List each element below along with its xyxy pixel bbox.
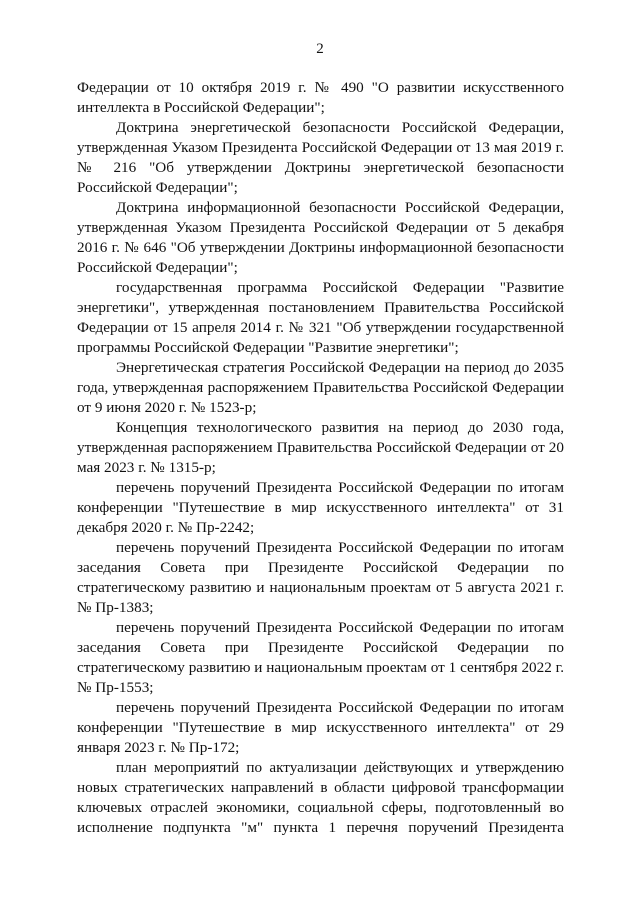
paragraph: государственная программа Российской Федерации "Развитие энергетики", утвержденная постановлением Правительства Российской Федерации от 15 апреля 2014 г. № 321 "Об утверждении государственной программы Российской Федерации "Развитие энергетики"; [77, 279, 564, 356]
paragraph: Доктрина энергетической безопасности Российской Федерации, утвержденная Указом Президента Российской Федерации от 13 мая 2019 г. № 216 "Об утверждении Доктрины энергетической безопасности Российской Федерации"; [77, 119, 564, 196]
paragraph: план мероприятий по актуализации действующих и утверждению новых стратегических направлений в области цифровой трансформации ключевых отраслей экономики, социальной сферы, подготовленный во исполнение подпункта "м" пункта 1 перечня поручений Президента [77, 759, 564, 836]
paragraph: перечень поручений Президента Российской Федерации по итогам конференции "Путешествие в мир искусственного интеллекта" от 29 января 2023 г. № Пр-172; [77, 699, 564, 756]
document-body [77, 78, 564, 838]
paragraph: Федерации от 10 октября 2019 г. № 490 "О развитии искусственного интеллекта в Российской Федерации"; [77, 79, 564, 116]
page-number: 2 [316, 41, 324, 57]
paragraph: перечень поручений Президента Российской Федерации по итогам заседания Совета при Президенте Российской Федерации по стратегическому развитию и национальным проектам от 5 августа 2021 г. № Пр-1383; [77, 539, 564, 616]
paragraph: Концепция технологического развития на период до 2030 года, утвержденная распоряжением Правительства Российской Федерации от 20 мая 2023 г. № 1315-р; [77, 419, 564, 476]
paragraph: Энергетическая стратегия Российской Федерации на период до 2035 года, утвержденная распоряжением Правительства Российской Федерации от 9 июня 2020 г. № 1523-р; [77, 359, 564, 416]
paragraph: перечень поручений Президента Российской Федерации по итогам заседания Совета при Президенте Российской Федерации по стратегическому развитию и национальным проектам от 1 сентября 2022 г. № Пр-1553; [77, 619, 564, 696]
paragraph: перечень поручений Президента Российской Федерации по итогам конференции "Путешествие в мир искусственного интеллекта" от 31 декабря 2020 г. № Пр-2242; [77, 479, 564, 536]
paragraph: Доктрина информационной безопасности Российской Федерации, утвержденная Указом Президента Российской Федерации от 5 декабря 2016 г. № 646 "Об утверждении Доктрины информационной безопасности Российской Федерации"; [77, 199, 564, 276]
